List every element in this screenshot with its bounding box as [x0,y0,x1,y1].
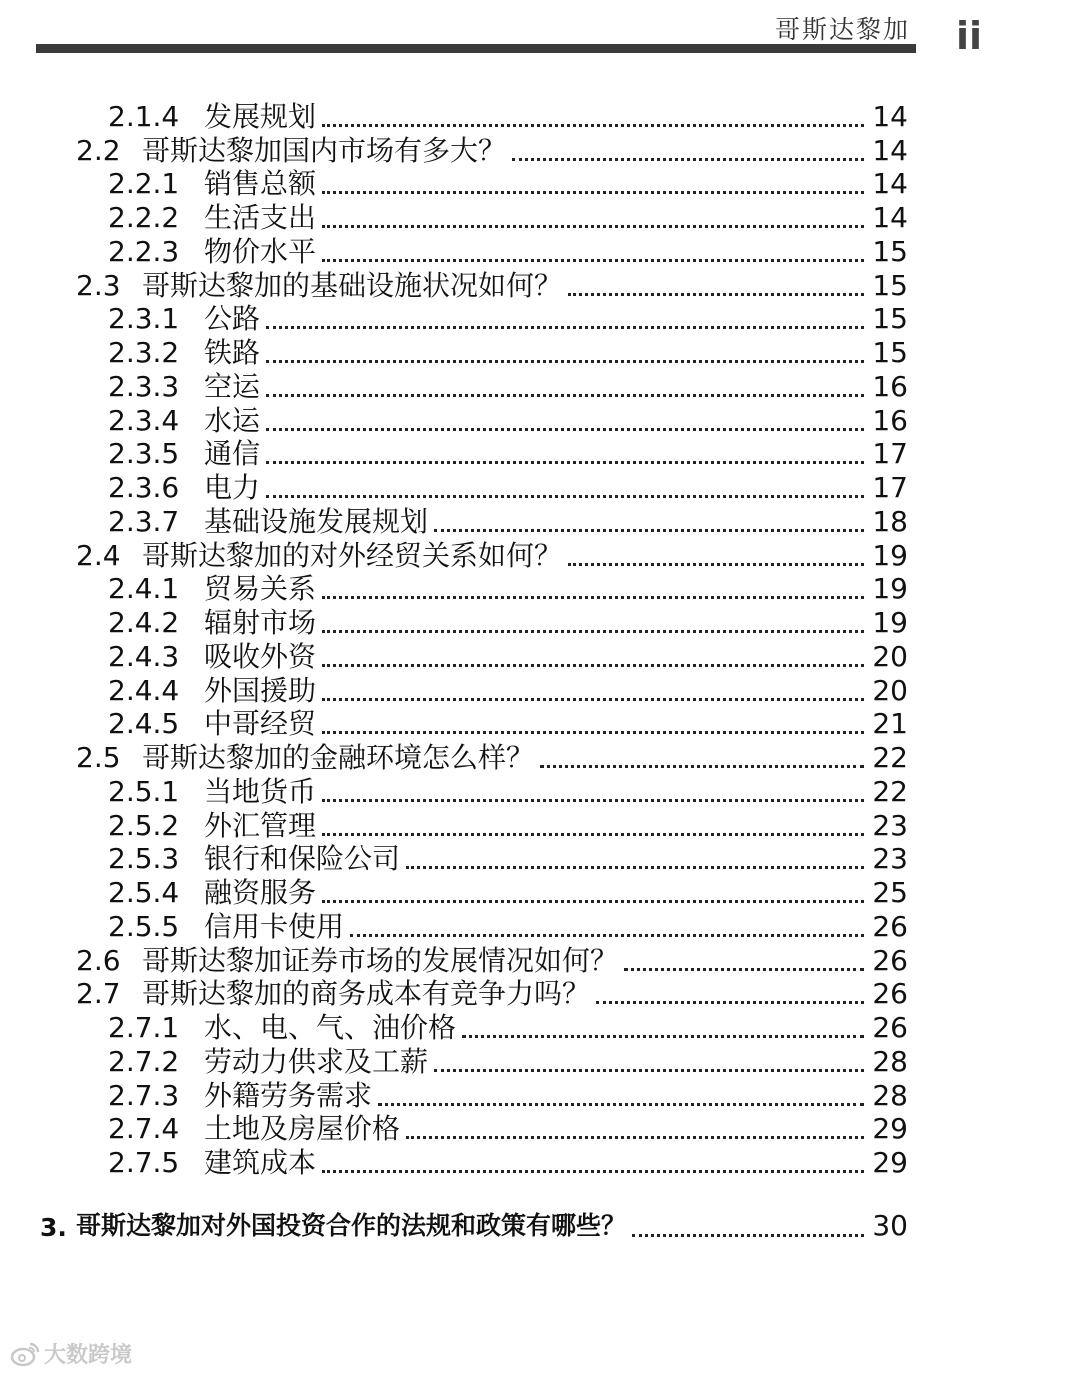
toc-entry-number: 2.7.2 [108,1044,180,1078]
toc-chapter-entry[interactable] [40,1206,908,1242]
toc-entry[interactable] [0,572,1080,606]
toc-entry-page: 28 [872,1078,908,1112]
toc-entry-title: 铁路 [204,336,261,370]
toc-entry-page: 17 [872,471,908,505]
toc-entry-page: 14 [872,201,908,235]
toc-entry-title: 贸易关系 [204,572,317,606]
toc-entry-number: 2.3.5 [108,437,180,471]
toc-entry-page: 19 [872,538,908,572]
weibo-logo-icon [10,1341,40,1367]
toc-entry[interactable] [0,234,1080,268]
toc-entry-title: 外籍劳务需求 [204,1078,373,1112]
table-of-contents [0,99,1080,1179]
toc-entry-number: 2.7.3 [108,1078,180,1112]
dot-leader [266,360,864,363]
toc-entry-title: 融资服务 [204,876,317,910]
toc-entry-title: 外汇管理 [204,808,317,842]
dot-leader [350,934,864,937]
toc-entry-page: 23 [872,808,908,842]
toc-entry-title: 哥斯达黎加对外国投资合作的法规和政策有哪些？ [76,1211,627,1240]
toc-entry-number: 2.4.1 [108,572,180,606]
toc-entry-title: 哥斯达黎加国内市场有多大？ [142,133,507,167]
toc-entry-page: 26 [872,943,908,977]
dot-leader [322,259,864,262]
toc-entry-page: 17 [872,437,908,471]
dot-leader [266,495,864,498]
dot-leader [378,1103,864,1106]
toc-entry-number: 2.3.7 [108,504,180,538]
toc-entry[interactable] [0,99,1080,133]
watermark [10,1338,132,1369]
toc-entry-page: 15 [872,302,908,336]
toc-entry-title: 中哥经贸 [204,707,317,741]
toc-entry[interactable] [0,133,1080,167]
running-header-title: 哥斯达黎加 [774,15,910,44]
toc-entry[interactable] [0,774,1080,808]
dot-leader [322,698,864,701]
toc-entry-page: 20 [872,639,908,673]
toc-entry-page: 29 [872,1146,908,1180]
toc-entry-page: 16 [872,403,908,437]
dot-leader [434,1069,864,1072]
toc-entry-number: 2.4.5 [108,707,180,741]
toc-entry-page: 14 [872,133,908,167]
toc-entry-number: 2.6 [76,943,121,977]
watermark-text: 大数跨境 [44,1343,133,1368]
toc-entry-page: 26 [872,977,908,1011]
toc-entry[interactable] [0,1112,1080,1146]
toc-entry[interactable] [0,470,1080,504]
toc-entry-page: 19 [872,606,908,640]
toc-entry-number: 2.7.5 [108,1146,180,1180]
dot-leader [434,529,864,532]
toc-entry[interactable] [0,1010,1080,1044]
toc-entry-number: 2.7 [76,977,121,1011]
toc-entry-page: 14 [872,167,908,201]
toc-entry-title: 建筑成本 [204,1146,317,1180]
toc-entry-number: 3. [40,1213,67,1242]
dot-leader [266,461,864,464]
toc-entry[interactable] [0,707,1080,741]
toc-entry[interactable] [0,1145,1080,1179]
toc-entry-number: 2.3.2 [108,336,180,370]
toc-entry-page: 15 [872,336,908,370]
toc-entry[interactable] [0,538,1080,572]
toc-entry-title: 信用卡使用 [204,909,345,943]
dot-leader [266,394,864,397]
toc-entry[interactable] [0,842,1080,876]
toc-entry-page: 20 [872,673,908,707]
toc-entry-number: 2.3 [76,268,121,302]
toc-entry-title: 销售总额 [204,167,317,201]
toc-entry-title: 空运 [204,369,261,403]
toc-entry-number: 2.2 [76,133,121,167]
toc-entry[interactable] [0,1078,1080,1112]
toc-entry-number: 2.5.1 [108,774,180,808]
toc-entry[interactable] [0,808,1080,842]
toc-entry-title: 当地货币 [204,774,317,808]
toc-entry-number: 2.4.2 [108,606,180,640]
toc-entry[interactable] [0,1044,1080,1078]
toc-entry[interactable] [0,943,1080,977]
page-number: ii [956,14,983,58]
toc-entry-title: 水运 [204,403,261,437]
toc-entry[interactable] [0,167,1080,201]
toc-entry-number: 2.5.2 [108,808,180,842]
toc-entry-title: 哥斯达黎加的基础设施状况如何？ [142,268,563,302]
dot-leader [322,1170,864,1173]
toc-entry-number: 2.4.4 [108,673,180,707]
dot-leader [568,563,864,566]
toc-entry[interactable] [0,302,1080,336]
toc-entry-title: 公路 [204,302,261,336]
toc-entry[interactable] [0,909,1080,943]
dot-leader [322,731,864,734]
toc-entry-title: 外国援助 [204,673,317,707]
toc-entry-page: 23 [872,842,908,876]
dot-leader [322,225,864,228]
toc-entry[interactable] [0,875,1080,909]
toc-entry-number: 2.7.4 [108,1112,180,1146]
toc-entry-title: 土地及房屋价格 [204,1112,401,1146]
toc-entry-number: 2.3.1 [108,302,180,336]
toc-entry[interactable] [0,200,1080,234]
toc-entry-number: 2.2.3 [108,234,180,268]
toc-entry-page: 15 [872,268,908,302]
toc-entry-page: 26 [872,1011,908,1045]
dot-leader [322,596,864,599]
toc-entry-page: 19 [872,572,908,606]
toc-entry-page: 25 [872,876,908,910]
toc-entry[interactable] [0,437,1080,471]
toc-entry-title: 基础设施发展规划 [204,504,429,538]
toc-entry[interactable] [0,740,1080,774]
toc-entry-number: 2.2.1 [108,167,180,201]
toc-entry-number: 2.5.3 [108,842,180,876]
dot-leader [322,664,864,667]
toc-entry-page: 18 [872,504,908,538]
toc-entry-title: 电力 [204,471,261,505]
toc-entry-title: 吸收外资 [204,639,317,673]
toc-entry-title: 劳动力供求及工薪 [204,1044,429,1078]
dot-leader [624,968,864,971]
toc-entry-title: 水、电、气、油价格 [204,1011,457,1045]
toc-entry-number: 2.4.3 [108,639,180,673]
toc-entry-number: 2.2.2 [108,201,180,235]
dot-leader [322,191,864,194]
dot-leader [322,833,864,836]
dot-leader [322,799,864,802]
toc-entry-title: 哥斯达黎加的金融环境怎么样？ [142,741,535,775]
dot-leader [266,326,864,329]
dot-leader [540,765,864,768]
toc-entry-number: 2.3.6 [108,471,180,505]
dot-leader [322,124,864,127]
toc-entry-number: 2.5 [76,741,121,775]
toc-entry[interactable] [0,504,1080,538]
toc-entry-number: 2.1.4 [108,99,180,133]
toc-entry-page: 16 [872,369,908,403]
toc-entry[interactable] [0,605,1080,639]
toc-entry-title: 哥斯达黎加的商务成本有竞争力吗？ [142,977,591,1011]
header-rule [36,44,916,53]
toc-entry-number: 2.3.4 [108,403,180,437]
dot-leader [462,1035,864,1038]
dot-leader [322,900,864,903]
toc-entry[interactable] [0,673,1080,707]
toc-entry-page: 15 [872,234,908,268]
dot-leader [596,1001,864,1004]
toc-entry-page: 26 [872,909,908,943]
dot-leader [322,630,864,633]
toc-entry-number: 2.7.1 [108,1011,180,1045]
toc-entry-title: 通信 [204,437,261,471]
dot-leader [406,1136,864,1139]
toc-entry-page: 14 [872,99,908,133]
toc-entry[interactable] [0,977,1080,1011]
toc-entry-title: 哥斯达黎加的对外经贸关系如何？ [142,538,563,572]
toc-entry-title: 哥斯达黎加证券市场的发展情况如何？ [142,943,619,977]
toc-entry-title: 生活支出 [204,201,317,235]
dot-leader [632,1234,864,1237]
toc-entry-page: 21 [872,707,908,741]
toc-entry-number: 2.5.4 [108,876,180,910]
toc-entry-title: 发展规划 [204,99,317,133]
toc-entry[interactable] [0,335,1080,369]
dot-leader [568,293,864,296]
toc-entry-page: 29 [872,1112,908,1146]
toc-entry-page: 30 [872,1209,908,1242]
toc-entry[interactable] [0,369,1080,403]
toc-entry-title: 辐射市场 [204,606,317,640]
toc-entry-title: 银行和保险公司 [204,842,401,876]
toc-entry[interactable] [0,268,1080,302]
dot-leader [406,866,864,869]
toc-entry-number: 2.4 [76,538,121,572]
toc-entry-page: 22 [872,774,908,808]
toc-entry-page: 22 [872,741,908,775]
dot-leader [266,428,864,431]
toc-entry-number: 2.3.3 [108,369,180,403]
toc-entry-number: 2.5.5 [108,909,180,943]
toc-entry-title: 物价水平 [204,234,317,268]
toc-entry-page: 28 [872,1044,908,1078]
toc-entry[interactable] [0,639,1080,673]
dot-leader [512,158,864,161]
toc-entry[interactable] [0,403,1080,437]
